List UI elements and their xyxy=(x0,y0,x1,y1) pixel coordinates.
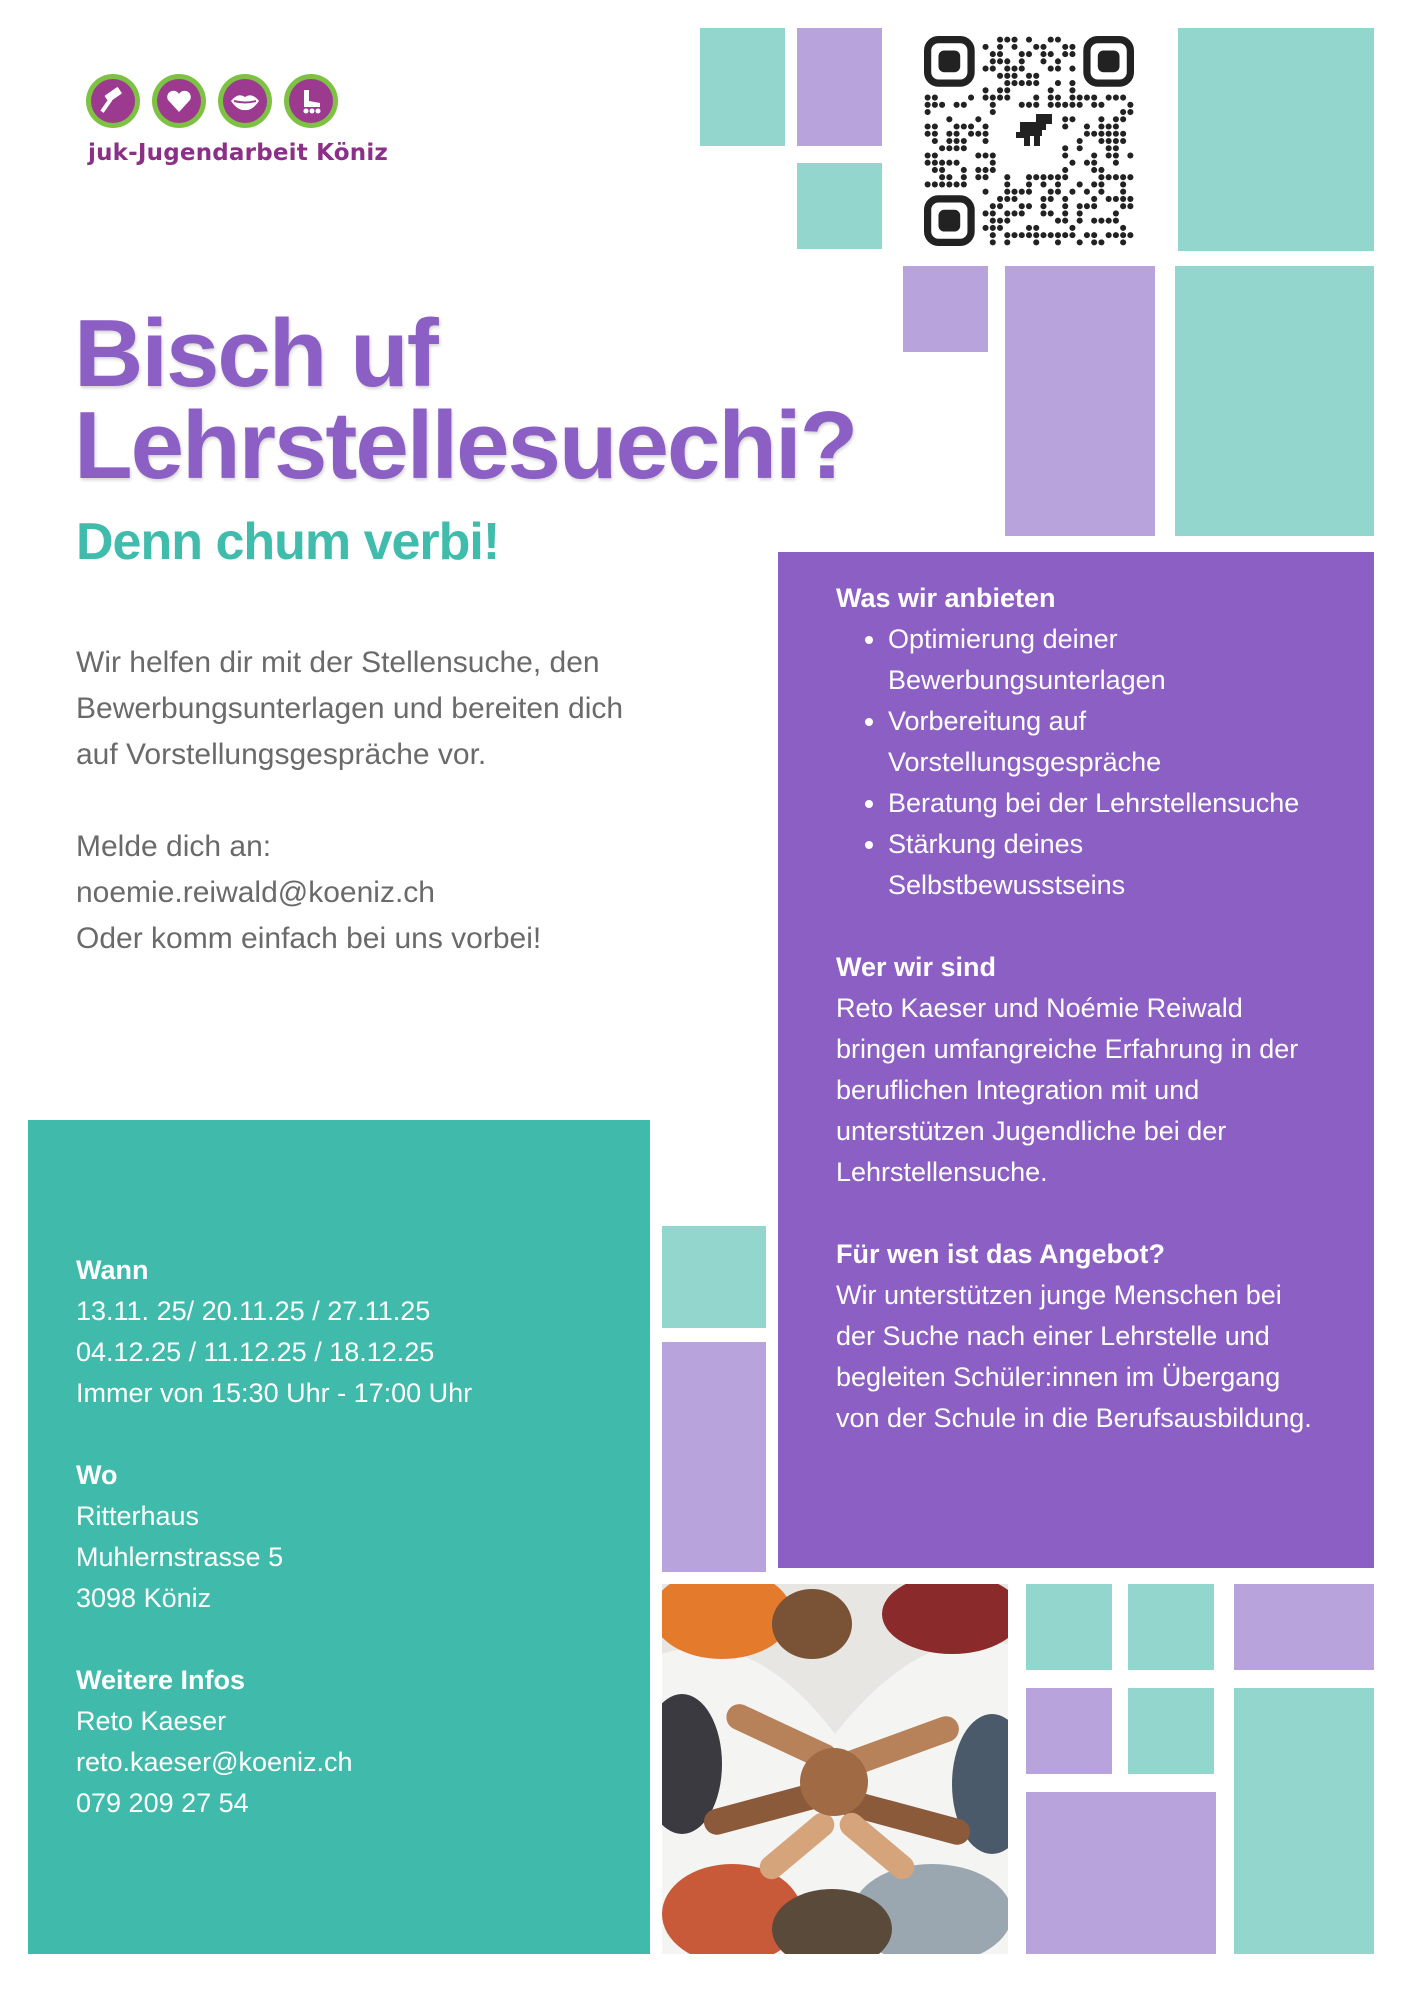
when-title: Wann xyxy=(76,1255,149,1285)
list-item: • Stärkung deines Selbstbewusstseins xyxy=(888,824,1318,906)
deco-block xyxy=(1128,1584,1214,1670)
deco-block xyxy=(1234,1584,1374,1670)
logo xyxy=(86,74,389,174)
hammer-icon xyxy=(86,74,140,128)
audience-text: Wir unterstützen junge Menschen bei der Suche nach einer Lehrstelle und begleiten Schüler:innen im Übergang von der Schule in die Berufsausbildung. xyxy=(836,1280,1312,1433)
page-title-line1: Bisch uf xyxy=(74,300,437,407)
more-info-title: Weitere Infos xyxy=(76,1665,246,1695)
place-name: Ritterhaus xyxy=(76,1501,200,1531)
audience-title: Für wen ist das Angebot? xyxy=(836,1239,1166,1269)
deco-block xyxy=(903,266,988,352)
signup-label: Melde dich an: xyxy=(76,830,272,863)
page-title-line2: Lehrstellesuechi? xyxy=(74,392,857,499)
walkin-text: Oder komm einfach bei uns vorbei! xyxy=(76,922,542,955)
contact-email-link[interactable]: reto.kaeser@koeniz.ch xyxy=(76,1747,353,1777)
team-hands-photo xyxy=(662,1584,1008,1954)
deco-block xyxy=(662,1226,766,1328)
deco-block xyxy=(1128,1688,1214,1774)
subheadline: Denn chum verbi! xyxy=(76,513,500,571)
qr-code[interactable] xyxy=(924,36,1134,246)
about-title: Wer wir sind xyxy=(836,952,997,982)
lips-icon xyxy=(218,74,272,128)
deco-block xyxy=(662,1342,766,1572)
contact-phone-link[interactable]: 079 209 27 54 xyxy=(76,1788,249,1818)
dates-line: 04.12.25 / 11.12.25 / 18.12.25 xyxy=(76,1337,435,1367)
list-item: • Optimierung deiner Bewerbungsunterlagen xyxy=(888,619,1318,701)
where-title: Wo xyxy=(76,1460,118,1490)
about-text: Reto Kaeser und Noémie Reiwald bringen umfangreiche Erfahrung in der beruflichen Integration mit und unterstützen Jugendliche bei der Lehrstellensuche. xyxy=(836,993,1299,1187)
deco-block xyxy=(797,28,882,146)
info-panel xyxy=(778,552,1374,1568)
event-details-panel xyxy=(28,1120,650,1954)
offer-title: Was wir anbieten xyxy=(836,583,1056,613)
dates-line: 13.11. 25/ 20.11.25 / 27.11.25 xyxy=(76,1296,431,1326)
list-item: • Vorbereitung auf Vorstellungsgespräche xyxy=(888,701,1318,783)
deco-block xyxy=(1234,1688,1374,1954)
logo-text: juk-Jugendarbeit Köniz xyxy=(88,140,389,166)
dino-icon xyxy=(1016,114,1052,146)
deco-block xyxy=(1026,1584,1112,1670)
rollerskate-icon xyxy=(284,74,338,128)
deco-block xyxy=(1026,1792,1216,1954)
street-address: Muhlernstrasse 5 xyxy=(76,1542,284,1572)
deco-block xyxy=(1178,28,1374,251)
deco-block xyxy=(1175,266,1374,536)
contact-name: Reto Kaeser xyxy=(76,1706,227,1736)
heart-icon xyxy=(152,74,206,128)
deco-block xyxy=(700,28,785,146)
page-title xyxy=(74,300,874,499)
city-address: 3098 Köniz xyxy=(76,1583,212,1613)
offer-list xyxy=(836,619,1318,906)
list-item: • Beratung bei der Lehrstellensuche xyxy=(888,783,1318,824)
deco-block xyxy=(1026,1688,1112,1774)
intro-paragraph: Wir helfen dir mit der Stellensuche, den Bewerbungsunterlagen und bereiten dich auf Vorstellungsgespräche vor. xyxy=(76,646,624,771)
time-text: Immer von 15:30 Uhr - 17:00 Uhr xyxy=(76,1378,473,1408)
deco-block xyxy=(797,163,882,249)
intro-text xyxy=(76,640,636,962)
deco-block xyxy=(1005,266,1155,536)
signup-email-link[interactable]: noemie.reiwald@koeniz.ch xyxy=(76,876,435,909)
